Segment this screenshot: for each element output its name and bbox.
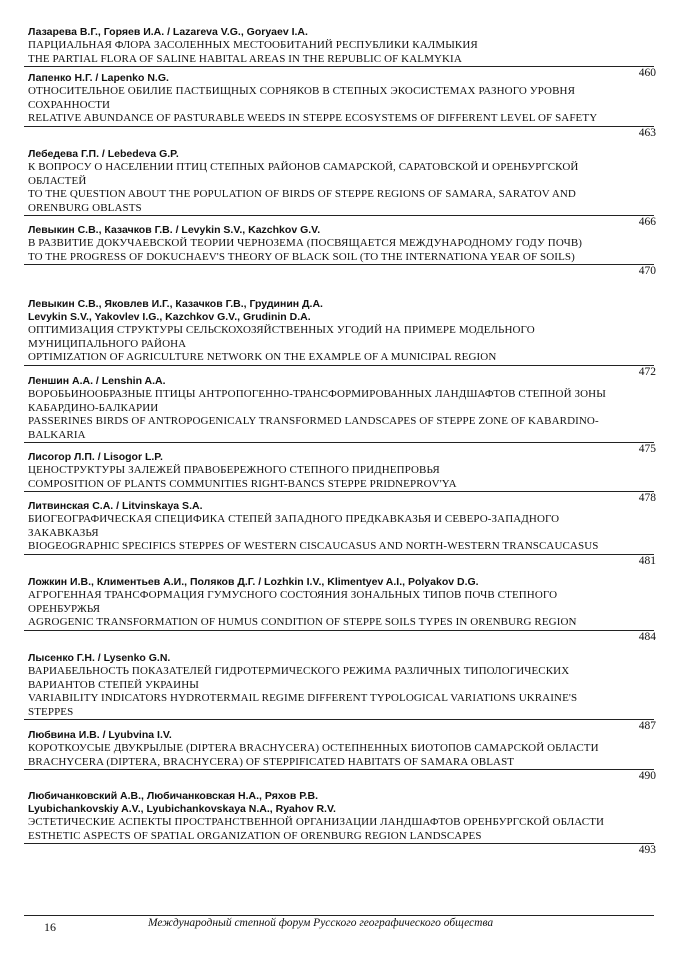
entry-authors: Лапенко Н.Г. / Lapenko N.G. <box>28 72 169 84</box>
entry-authors: Левыкин С.В., Яковлев И.Г., Казачков Г.В., Грудинин Д.А. <box>28 298 323 310</box>
toc-entry <box>24 652 656 732</box>
toc-entry <box>24 500 656 567</box>
footer-divider <box>24 915 654 916</box>
toc-entry <box>24 790 656 856</box>
entry-page-number: 475 <box>638 443 656 455</box>
entry-authors: Лысенко Г.Н. / Lysenko G.N. <box>28 652 171 664</box>
entry-page-number: 484 <box>638 630 656 643</box>
entry-title-ru: ЦЕНОСТРУКТУРЫ ЗАЛЕЖЕЙ ПРАВОБЕРЕЖНОГО СТЕПНОГО ПРИДНЕПРОВЬЯ <box>28 464 440 476</box>
entry-page-number: 487 <box>638 720 656 732</box>
entry-authors: Лазарева В.Г., Горяев И.А. / Lazareva V.G., Goryaev I.A. <box>28 26 308 38</box>
entry-authors: Любичанковский А.В., Любичанковская Н.А., Ряхов Р.В. <box>28 790 319 802</box>
entry-authors: Литвинская С.А. / Litvinskaya S.A. <box>28 500 203 512</box>
toc-entry <box>24 576 656 643</box>
entry-page-number: 470 <box>638 265 656 277</box>
entry-title-en: VARIABILITY INDICATORS HYDROTERMAIL REGIME DIFFERENT TYPOLOGICAL VARIATIONS UKRAINE'S STEPPES <box>28 692 578 718</box>
entry-authors-latin: Levykin S.V., Yakovlev I.G., Kazchkov G.V., Grudinin D.A. <box>28 311 311 323</box>
toc-entry <box>24 148 656 228</box>
toc-entry <box>24 224 656 277</box>
footer-running-title: Международный степной форум Русского географического общества <box>148 917 494 929</box>
entry-title-en: AGROGENIC TRANSFORMATION OF HUMUS CONDITION OF STEPPE SOILS TYPES IN ORENBURG REGION <box>28 616 577 628</box>
entry-title-ru: КОРОТКОУСЫЕ ДВУКРЫЛЫЕ (DIPTERA BRACHYCERA) ОСТЕПНЕННЫХ БИОТОПОВ САМАРСКОЙ ОБЛАСТИ <box>28 742 599 754</box>
entry-title-ru: ОПТИМИЗАЦИЯ СТРУКТУРЫ СЕЛЬСКОХОЗЯЙСТВЕННЫХ УГОДИЙ НА ПРИМЕРЕ МОДЕЛЬНОГО МУНИЦИПАЛЬНОГО РАЙОНА <box>28 324 535 350</box>
entry-title-en: COMPOSITION OF PLANTS COMMUNITIES RIGHT-BANCS STEPPE PRIDNEPROV'YA <box>28 477 457 490</box>
entry-title-ru: ВОРОБЬИНООБРАЗНЫЕ ПТИЦЫ АНТРОПОГЕННО-ТРАНСФОРМИРОВАННЫХ ЛАНДШАФТОВ СТЕПНОЙ ЗОНЫ КАБАРДИНО-БАЛКАРИИ <box>28 388 606 414</box>
entry-page-number: 478 <box>638 492 656 504</box>
entry-title-en: TO THE QUESTION ABOUT THE POPULATION OF BIRDS OF STEPPE REGIONS OF SAMARA, SARATOV AND ORENBURG OBLASTS <box>28 188 576 214</box>
entry-title-ru: ВАРИАБЕЛЬНОСТЬ ПОКАЗАТЕЛЕЙ ГИДРОТЕРМИЧЕСКОГО РЕЖИМА РАЗЛИЧНЫХ ТИПОЛОГИЧЕСКИХ ВАРИАНТОВ СТЕПЕЙ УКРАИНЫ <box>28 665 570 691</box>
entry-title-en: RELATIVE ABUNDANCE OF PASTURABLE WEEDS IN STEPPE ECOSYSTEMS OF DIFFERENT LEVEL OF SAFETY <box>28 112 598 124</box>
entry-page-number: 466 <box>638 216 656 228</box>
entry-authors: Леншин А.А. / Lenshin A.A. <box>28 375 166 387</box>
entry-title-en: PASSERINES BIRDS OF ANTROPOGENICALY TRANSFORMED LANDSCAPES OF STEPPE ZONE OF KABARDINO-BALKARIA <box>28 415 599 441</box>
entry-title-en: TO THE PROGRESS OF DOKUCHAEV'S THEORY OF BLACK SOIL (TO THE INTERNATIONA YEAR OF SOILS) <box>28 250 575 263</box>
toc-entry <box>24 298 656 378</box>
entry-title-en: ESTHETIC ASPECTS OF SPATIAL ORGANIZATION OF ORENBURG REGION LANDSCAPES <box>28 829 482 842</box>
entry-page-number: 460 <box>638 67 656 79</box>
entry-authors-latin: Lyubichankovskiy A.V., Lyubichankovskaya N.A., Ryahov R.V. <box>28 803 336 815</box>
footer-page-number: 16 <box>44 920 56 934</box>
entry-title-ru: АГРОГЕННАЯ ТРАНСФОРМАЦИЯ ГУМУСНОГО СОСТОЯНИЯ ЗОНАЛЬНЫХ ТИПОВ ПОЧВ СТЕПНОГО ОРЕНБУРЖЬЯ <box>28 589 558 615</box>
entry-page-number: 481 <box>638 554 656 567</box>
entry-page-number: 493 <box>638 844 656 856</box>
entry-title-ru: ОТНОСИТЕЛЬНОЕ ОБИЛИЕ ПАСТБИЩНЫХ СОРНЯКОВ В СТЕПНЫХ ЭКОСИСТЕМАХ РАЗНОГО УРОВНЯ СОХРАННОСТИ <box>28 85 576 111</box>
toc-entry <box>24 729 656 782</box>
toc-entry <box>24 72 656 139</box>
entry-title-en: THE PARTIAL FLORA OF SALINE HABITAL AREAS IN THE REPUBLIC OF KALMYKIA <box>28 52 462 65</box>
entry-title-ru: ЭСТЕТИЧЕСКИЕ АСПЕКТЫ ПРОСТРАНСТВЕННОЙ ОРГАНИЗАЦИИ ЛАНДШАФТОВ ОРЕНБУРГСКОЙ ОБЛАСТИ <box>28 816 605 828</box>
entry-page-number: 463 <box>638 126 656 139</box>
entry-authors: Левыкин С.В., Казачков Г.В. / Levykin S.V., Kazchkov G.V. <box>28 224 321 236</box>
entry-title-ru: ПАРЦИАЛЬНАЯ ФЛОРА ЗАСОЛЕННЫХ МЕСТООБИТАНИЙ РЕСПУБЛИКИ КАЛМЫКИЯ <box>28 39 478 51</box>
entry-title-ru: БИОГЕОГРАФИЧЕСКАЯ СПЕЦИФИКА СТЕПЕЙ ЗАПАДНОГО ПРЕДКАВКАЗЬЯ И СЕВЕРО-ЗАПАДНОГО ЗАКАВКАЗЬЯ <box>28 513 560 539</box>
entry-authors: Любвина И.В. / Lyubvina I.V. <box>28 729 172 741</box>
entry-title-en: BIOGEOGRAPHIC SPECIFICS STEPPES OF WESTERN CISCAUCASUS AND NORTH-WESTERN TRANSCAUCASUS <box>28 540 599 552</box>
entry-page-number: 490 <box>638 770 656 782</box>
entry-page-number: 472 <box>638 365 656 378</box>
entry-authors: Лисогор Л.П. / Lisogor L.P. <box>28 451 163 463</box>
entry-title-en: OPTIMIZATION OF AGRICULTURE NETWORK ON THE EXAMPLE OF A MUNICIPAL REGION <box>28 351 497 363</box>
entry-title-ru: В РАЗВИТИЕ ДОКУЧАЕВСКОЙ ТЕОРИИ ЧЕРНОЗЕМА (ПОСВЯЩАЕТСЯ МЕЖДУНАРОДНОМУ ГОДУ ПОЧВ) <box>28 237 583 249</box>
entry-authors: Лебедева Г.П. / Lebedeva G.P. <box>28 148 179 160</box>
toc-entry <box>24 451 656 504</box>
toc-entry <box>24 375 656 455</box>
entry-authors: Ложкин И.В., Климентьев А.И., Поляков Д.Г. / Lozhkin I.V., Klimentyev A.I., Polyakov D.G. <box>28 576 479 588</box>
entry-title-ru: К ВОПРОСУ О НАСЕЛЕНИИ ПТИЦ СТЕПНЫХ РАЙОНОВ САМАРСКОЙ, САРАТОВСКОЙ И ОРЕНБУРГСКОЙ ОБЛАСТЕЙ <box>28 161 579 187</box>
entry-title-en: BRACHYCERA (DIPTERA, BRACHYCERA) OF STEPPIFICATED HABITATS OF SAMARA OBLAST <box>28 755 515 768</box>
